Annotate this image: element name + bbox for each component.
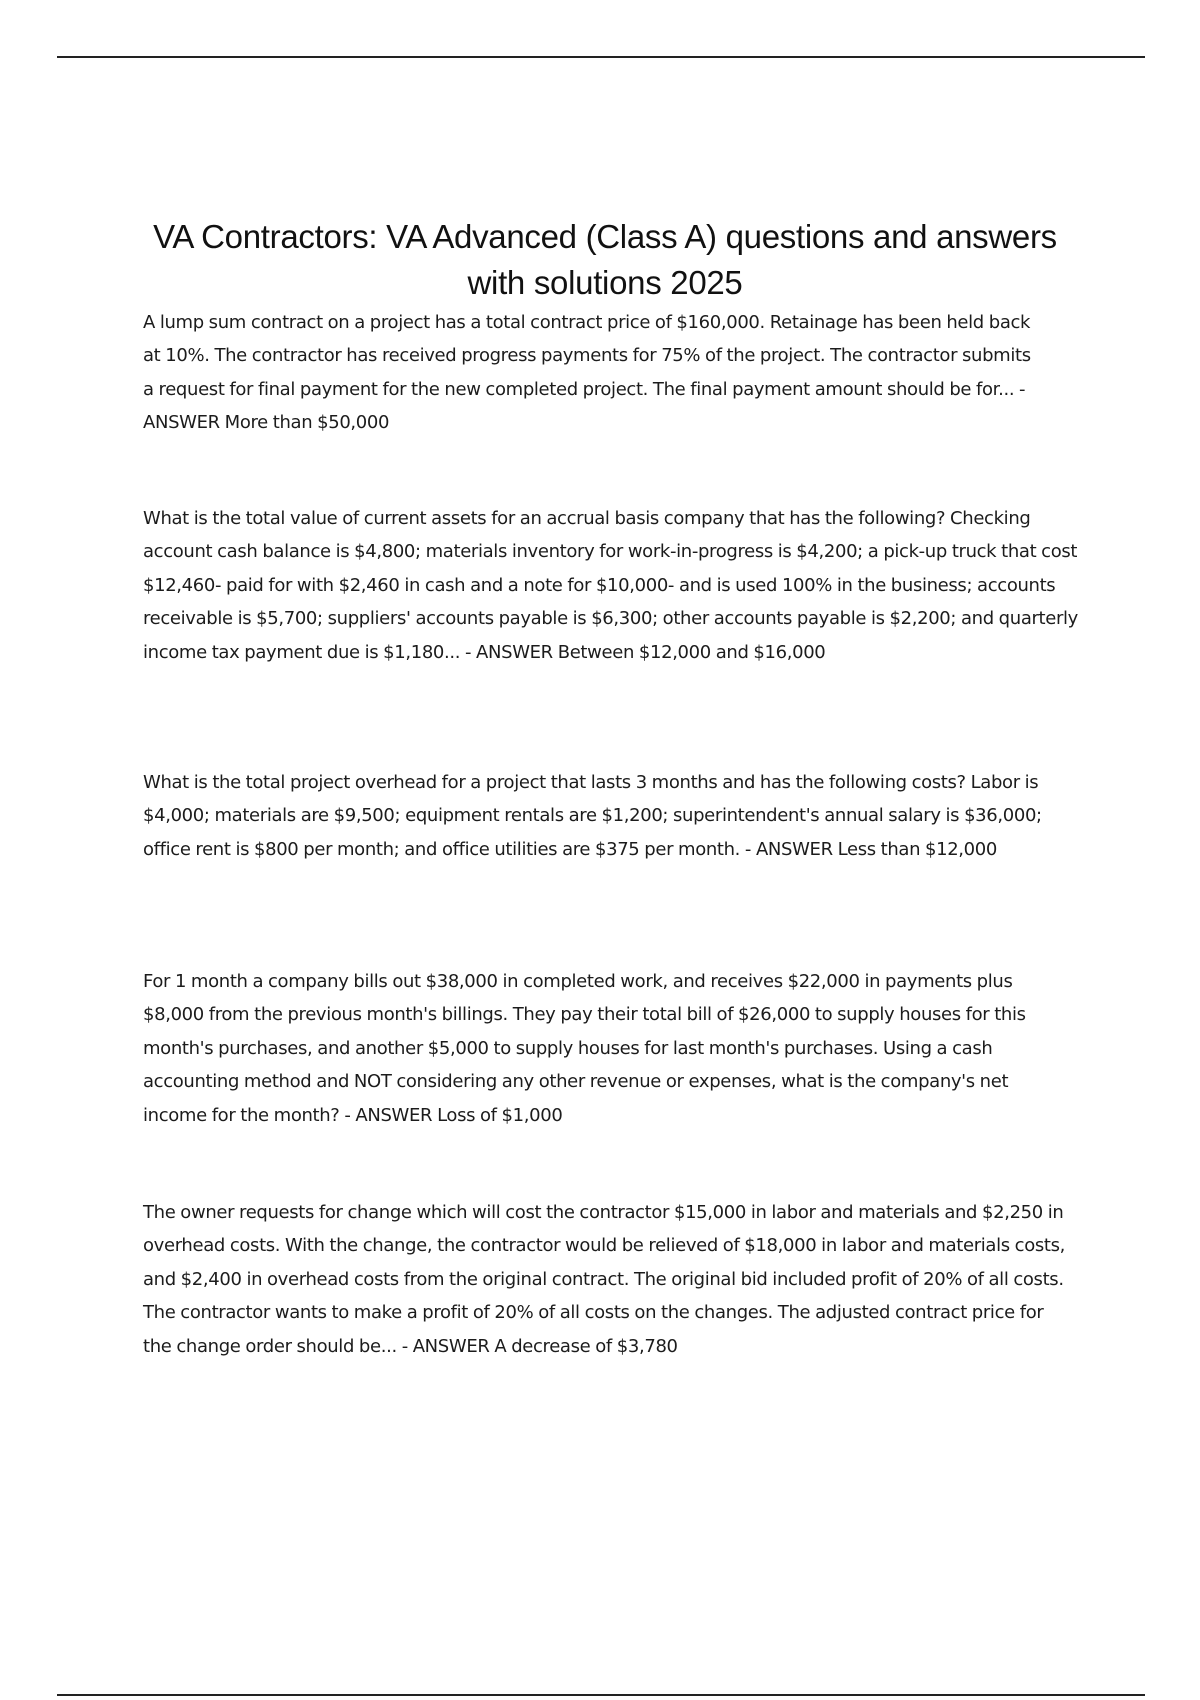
- question-text: What is the total value of current assets for an accrual basis company that has the following? Checking account cash balance is $4,800; materials inventory for work-in-progress is $4,200; a pick-up truck that cost $12,460- paid for with $2,460 in cash and a note for $10,000- and is used 100% in the business; accounts receivable is $5,700; suppliers' accounts payable is $6,300; other accounts payable is $2,200; and quarterly income tax payment due is $1,180...: [143, 508, 1078, 663]
- answer-text: Less than $12,000: [837, 838, 997, 860]
- page-title: VA Contractors: VA Advanced (Class A) questions and answers with solutions 2025: [153, 218, 1057, 301]
- question-text: The owner requests for change which will cost the contractor $15,000 in labor and materials and $2,250 in overhead costs. With the change, the contractor would be relieved of $18,000 in labor and materials costs, and $2,400 in overhead costs from the original contract. The original bid included profit of 20% of all costs. The contractor wants to make a profit of 20% of all costs on the changes. The adjusted contract price for the change order should be...: [143, 1202, 1065, 1357]
- answer-separator: - ANSWER: [339, 1104, 438, 1126]
- qa-item: [143, 502, 1078, 669]
- answer-text: Loss of $1,000: [437, 1104, 563, 1126]
- question-text: What is the total project overhead for a project that lasts 3 months and has the following costs? Labor is $4,000; materials are $9,500; equipment rentals are $1,200; superintendent's annual salary is $36,000; office rent is $800 per month; and office utilities are $375 per month.: [143, 772, 1042, 860]
- bottom-divider: [57, 1694, 1145, 1696]
- qa-item: [143, 965, 1068, 1132]
- question-text: A lump sum contract on a project has a total contract price of $160,000. Retainage has been held back at 10%. The contractor has received progress payments for 75% of the project. The contractor submits a request for final payment for the new completed project. The final payment amount should be for...: [143, 312, 1031, 400]
- question-text: For 1 month a company bills out $38,000 in completed work, and receives $22,000 in payments plus $8,000 from the previous month's billings. They pay their total bill of $26,000 to supply houses for this month's purchases, and another $5,000 to supply houses for last month's purchases. Using a cash accounting method and NOT considering any other revenue or expenses, what is the company's net income for the month?: [143, 971, 1026, 1126]
- answer-separator: - ANSWER: [396, 1335, 495, 1357]
- answer-text: Between $12,000 and $16,000: [557, 641, 826, 663]
- answer-text: More than $50,000: [224, 412, 390, 434]
- qa-item: [143, 1196, 1068, 1363]
- answer-separator: - ANSWER: [143, 378, 1026, 434]
- answer-text: A decrease of $3,780: [494, 1335, 678, 1357]
- top-divider: [57, 56, 1145, 58]
- qa-item: [143, 766, 1078, 866]
- answer-separator: - ANSWER: [460, 641, 558, 663]
- answer-separator: - ANSWER: [740, 838, 838, 860]
- qa-item: [143, 306, 1043, 440]
